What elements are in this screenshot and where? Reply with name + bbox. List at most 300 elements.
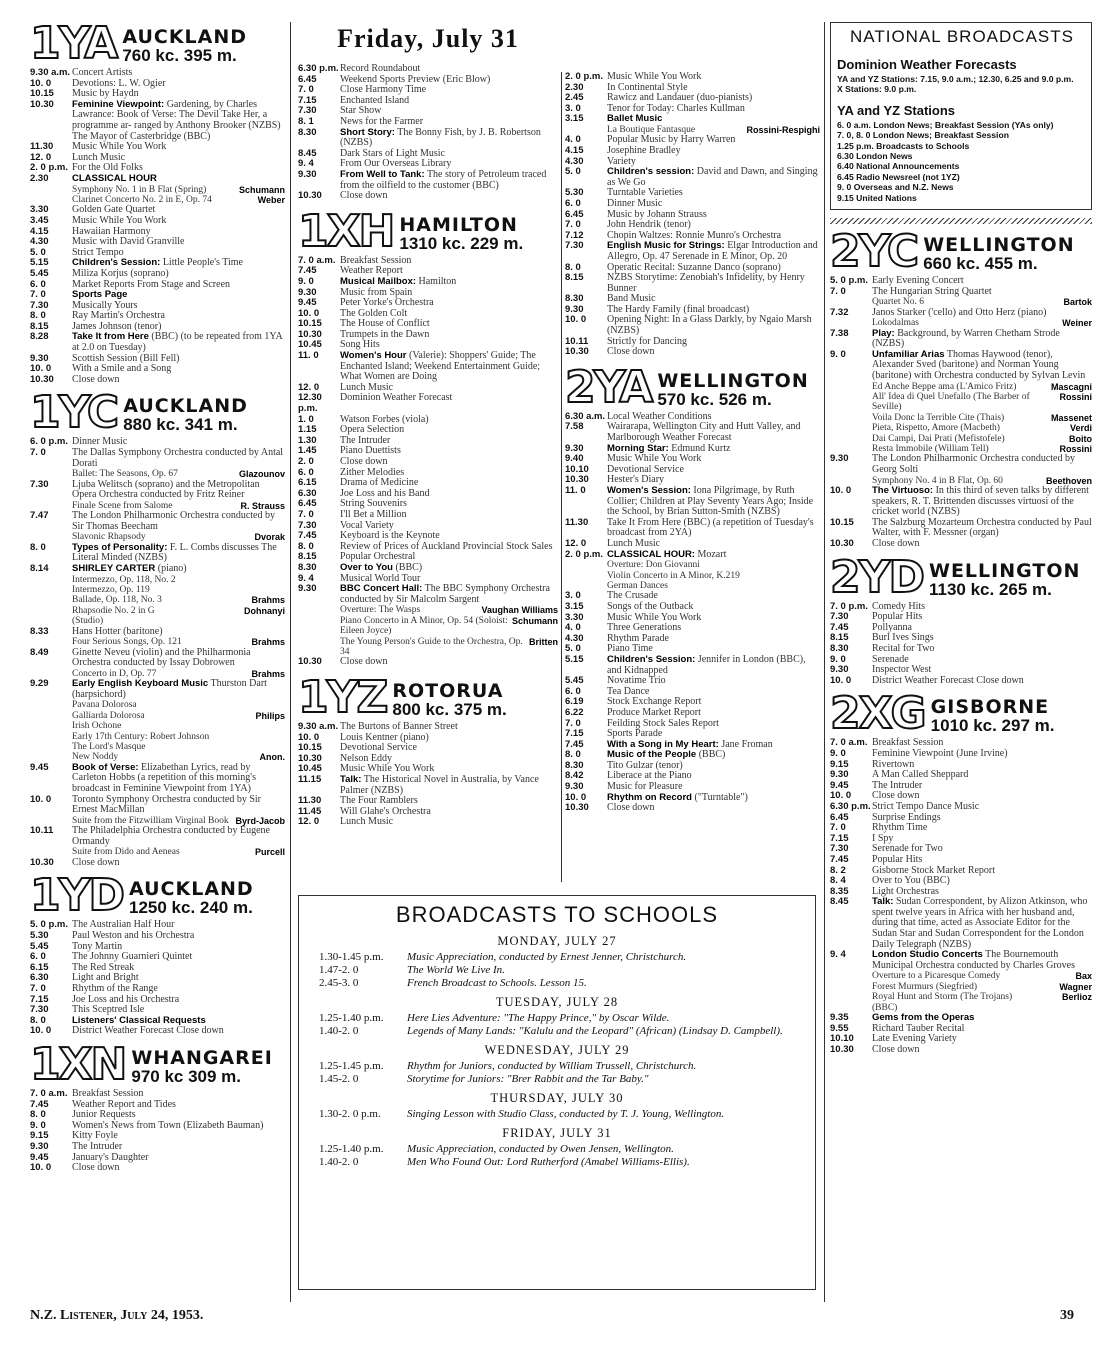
program-time: 10. 0 <box>30 77 52 89</box>
program-time: 5.30 <box>30 930 49 941</box>
program-desc: Weather Report <box>340 265 403 277</box>
program-desc: Close down <box>872 538 920 550</box>
program-desc: Tony Martin <box>72 940 123 952</box>
program-time: 9.40 <box>565 453 584 465</box>
station-info <box>131 1046 273 1086</box>
program-row <box>30 963 285 974</box>
program-desc: Junior Requests <box>72 1109 136 1121</box>
program-desc: Band Music <box>607 293 656 305</box>
program-row <box>30 142 285 153</box>
program-row <box>565 146 820 157</box>
program-time: 2.45 <box>565 92 584 104</box>
program-desc: String Souvenirs <box>340 498 407 510</box>
program-time: 6. 0 <box>298 466 314 478</box>
program-time: 11.30 <box>565 516 589 528</box>
school-text: Music Appreciation, conducted by Owen Jensen, Wellington. <box>407 1143 674 1155</box>
program-title: Book of Verse: <box>72 761 139 773</box>
national-time: 6.30 <box>837 151 854 162</box>
program-row <box>30 995 285 1006</box>
station-name: HAMILTON <box>399 213 518 236</box>
composer: Weiner <box>1062 318 1092 329</box>
national-text: Radio Newsreel (not 1YZ) <box>856 171 960 182</box>
national-time: 7. 0, 8. 0 <box>837 130 871 141</box>
weather-line-1: YA and YZ Stations: 7.15, 9.0 a.m.; 12.30, 6.25 and 9.0 p.m. <box>837 74 1074 84</box>
program-title: Take It from Here <box>72 331 149 343</box>
program-row <box>298 563 558 574</box>
station-callsign: 1YC <box>30 387 118 439</box>
program-desc: Comedy Hits <box>872 600 926 612</box>
program-row <box>298 415 558 426</box>
program-time: 8.15 <box>830 632 849 644</box>
program-text <box>872 897 1092 950</box>
program-time: 7.15 <box>830 832 849 844</box>
program-time: 9.30 <box>298 168 317 180</box>
program-desc: Paul Weston and his Orchestra <box>72 930 195 941</box>
program-desc: Tito Gulzar (tenor) <box>607 759 683 771</box>
program-time: 10.30 <box>830 1043 854 1055</box>
program-row <box>30 931 285 942</box>
program-detail <box>830 392 1092 413</box>
program-desc: The House of Conflict <box>340 318 430 330</box>
national-item <box>837 193 1087 203</box>
program-row <box>565 454 820 465</box>
program-desc: Gardening, by Charles Lawrance: Book of Verse: The Devil Take Her, a programme ar- ranged by Anthony Brooker (NZBS) The Mayor of Casterbridge (BBC) <box>72 98 281 142</box>
program-desc: Iona Pilgrimage, by Ruth Collier; Children at Play Seventy Years Ago; Inside the School, by Brian Sutton-Smith (NZBS) <box>607 485 814 518</box>
program-desc: Take It From Here (BBC) (a repetition of Tuesday's broadcast from 2YA) <box>607 516 814 539</box>
program-row <box>30 795 285 816</box>
national-item <box>837 182 1087 192</box>
program-desc: Lunch Music <box>72 151 126 163</box>
program-time: 9.45 <box>830 779 849 791</box>
composer: Dvorak <box>254 532 285 543</box>
program-time: 7.45 <box>830 621 849 633</box>
school-text: Men Who Found Out: Lord Rutherford (Amabel Williams-Ellis). <box>407 1156 690 1168</box>
program-row <box>565 167 820 188</box>
program-text <box>607 422 820 443</box>
program-desc: The Salzburg Mozarteum Orchestra conducted by Paul Walter, with F. Messner (organ) <box>872 516 1092 539</box>
detail-text: New Noddy <box>72 752 119 763</box>
national-item <box>837 130 1087 140</box>
detail-text: Suite from Dido and Aeneas <box>72 847 180 858</box>
school-item <box>319 1156 805 1169</box>
program-detail <box>298 637 558 658</box>
program-desc: Songs of the Outback <box>607 600 694 612</box>
program-row <box>30 100 285 142</box>
station-name: AUCKLAND <box>122 26 248 48</box>
column-2 <box>298 22 558 836</box>
program-title: Early English Keyboard Music <box>72 678 209 690</box>
program-text <box>72 448 285 469</box>
program-desc: Lunch Music <box>340 816 394 828</box>
program-desc: Thomas Haywood (tenor), Alexander Sved (baritone) and Norman Young (baritone) with Orchestra conducted by Sylvan Levin <box>872 348 1086 382</box>
program-desc: News for the Farmer <box>340 115 424 127</box>
program-time: 10. 0 <box>298 731 320 743</box>
program-row <box>830 676 1092 687</box>
program-time: 3.15 <box>565 600 584 612</box>
program-time: 6.45 <box>298 498 317 510</box>
program-desc: Elgar Introduction and Allegro, Op. 47 Serenade in E Minor, Op. 20 <box>607 240 818 262</box>
program-detail <box>830 413 1092 423</box>
program-time: 10.45 <box>298 763 322 775</box>
program-time: 10.30 <box>565 802 589 814</box>
program-detail <box>30 711 285 721</box>
station-name: WELLINGTON <box>929 559 1081 582</box>
program-time: 3.45 <box>30 214 49 226</box>
program-desc: (BBC) <box>698 749 726 761</box>
program-desc: Peter Yorke's Orchestra <box>340 297 434 309</box>
program-desc: Burl Ives Sings <box>872 632 934 644</box>
program-time: 11.45 <box>298 805 322 817</box>
program-time: 10. 0 <box>830 790 852 802</box>
school-time: 1.47-2. 0 <box>319 964 359 976</box>
program-time: 7.15 <box>298 94 317 106</box>
program-time: 3.15 <box>565 113 584 125</box>
program-desc: Music for Pleasure <box>607 781 683 793</box>
program-row <box>565 114 820 125</box>
national-time: 9.15 <box>837 192 854 203</box>
program-time: 9.35 <box>830 1012 849 1024</box>
composer: Weber <box>257 194 285 205</box>
detail-text: La Boutique Fantasque <box>607 124 696 135</box>
program-row <box>830 950 1092 971</box>
detail-text: Voila Donc la Terrible Cite (Thais) <box>872 412 1005 423</box>
program-time: 10. 0 <box>30 793 52 805</box>
program-desc: (Valerie): Shoppers' Guide; The Enchanted Island; Weekend Entertainment Guide; What Women are Doing <box>340 350 541 383</box>
program-time: 3.30 <box>30 204 49 216</box>
program-time: 8.14 <box>30 563 49 574</box>
program-time: 9.30 <box>30 352 49 364</box>
program-desc: Lunch Music <box>607 537 661 549</box>
yayz-heading: YA and YZ Stations <box>837 102 955 118</box>
program-time: 8. 0 <box>30 1109 46 1121</box>
program-time: 9. 0 <box>298 275 314 287</box>
program-row <box>30 858 285 869</box>
school-time: 1.30-1.45 p.m. <box>319 951 384 963</box>
program-detail <box>298 616 558 637</box>
program-time: 3. 0 <box>565 590 581 602</box>
program-title: Listeners' Classical Requests <box>72 1014 206 1026</box>
program-desc: Devotional Service <box>607 463 684 475</box>
spacer <box>298 828 558 836</box>
program-time: 6.30 <box>298 487 317 499</box>
program-row <box>298 128 558 149</box>
national-text: Overseas and N.Z. News <box>853 182 954 193</box>
program-row <box>298 191 558 202</box>
program-text <box>72 795 285 816</box>
program-time: 6.19 <box>565 696 584 708</box>
national-text: Broadcasts to Schools <box>876 140 970 151</box>
program-row <box>30 1163 285 1174</box>
program-text <box>607 167 820 188</box>
program-row <box>30 564 285 575</box>
composer: Brahms <box>251 637 285 648</box>
program-row <box>30 627 285 638</box>
program-text <box>607 803 820 814</box>
program-detail <box>298 605 558 615</box>
program-desc: Local Weather Conditions <box>607 410 712 422</box>
program-time: 10.15 <box>830 516 854 528</box>
program-row <box>565 676 820 687</box>
school-text: Singing Lesson with Studio Class, conducted by T. J. Young, Wellington. <box>407 1108 725 1120</box>
program-desc: Serenade for Two <box>872 843 943 855</box>
program-row <box>298 170 558 191</box>
program-desc: Mozart <box>697 548 727 560</box>
program-time: 5. 0 <box>30 246 46 258</box>
program-desc: Drama of Medicine <box>340 477 419 489</box>
school-day: FRIDAY, JULY 31 <box>502 1126 612 1140</box>
column-3 <box>565 72 820 822</box>
program-time: 10.30 <box>298 752 322 764</box>
detail-text: Quartet No. 6 <box>872 297 924 308</box>
program-desc: Breakfast Session <box>72 1087 144 1099</box>
program-time: 4. 0 <box>565 134 581 146</box>
program-row <box>30 237 285 248</box>
program-desc: Weekend Sports Preview (Eric Blow) <box>340 73 491 85</box>
program-time: 7.45 <box>298 265 317 277</box>
program-time: 7. 0 <box>565 219 581 231</box>
program-desc: Review of Prices of Auckland Provincial Stock Sales <box>340 540 553 552</box>
program-text <box>72 511 285 532</box>
page-number: 39 <box>1060 1308 1074 1323</box>
program-desc: ("Turntable") <box>694 791 748 803</box>
national-time: 6.45 <box>837 171 854 182</box>
detail-text: Four Serious Songs, Op. 121 <box>72 637 182 648</box>
program-title: CLASSICAL HOUR <box>72 172 157 184</box>
program-desc: Music While You Work <box>72 141 167 153</box>
program-text <box>72 763 285 795</box>
detail-text: German Dances <box>607 580 668 591</box>
program-time: 12. 0 <box>565 537 587 549</box>
program-row <box>565 634 820 645</box>
national-text: London News <box>856 151 913 162</box>
program-title: Talk: <box>340 773 362 785</box>
program-text <box>872 486 1092 518</box>
program-desc: The Burtons of Banner Street <box>340 720 458 732</box>
program-time: 9.55 <box>830 1022 849 1034</box>
program-row <box>565 72 820 83</box>
program-time: 10.10 <box>565 463 589 475</box>
school-item <box>319 964 805 977</box>
program-time: 6.15 <box>298 477 317 489</box>
program-desc: With a Smile and a Song <box>72 363 172 375</box>
program-desc: Light Orchestras <box>872 885 939 897</box>
program-desc: Strict Tempo <box>72 246 124 258</box>
program-desc: Little People's Time <box>162 257 243 269</box>
school-item <box>319 951 805 964</box>
program-row <box>298 425 558 436</box>
program-title: Women's Session: <box>607 485 691 496</box>
program-desc: District Weather Forecast Close down <box>72 1025 224 1037</box>
program-desc: Ljuba Welitsch (soprano) and the Metropolitan Opera Orchestra conducted by Fritz Reiner <box>72 478 260 501</box>
program-time: 6. 0 <box>30 278 46 290</box>
program-row <box>298 510 558 521</box>
program-row <box>298 277 558 288</box>
program-time: 7. 0 <box>830 285 846 297</box>
program-detail <box>830 382 1092 392</box>
program-desc: Keyboard is the Keynote <box>340 530 440 542</box>
composer: Purcell <box>254 847 285 858</box>
program-row <box>565 803 820 814</box>
program-desc: Weather Report and Tides <box>72 1098 176 1110</box>
program-time: 7. 0 <box>30 289 46 301</box>
program-time: 7.45 <box>30 1098 49 1110</box>
program-row <box>830 749 1092 760</box>
station-header <box>30 22 285 69</box>
program-desc: A Man Called Sheppard <box>872 769 969 781</box>
program-text <box>72 480 285 501</box>
program-desc: Devotions: L. W. Ogier <box>72 77 166 89</box>
program-desc: Music While You Work <box>607 72 702 82</box>
program-time: 6.30 p.m. <box>830 800 871 812</box>
detail-text: Pavana Dolorosa <box>72 700 137 711</box>
program-time: 10.11 <box>565 335 589 347</box>
program-text <box>872 350 1092 382</box>
program-time: 1.30 <box>298 434 317 446</box>
national-time: 6. 0 <box>837 119 852 130</box>
program-desc: The Golden Colt <box>340 307 408 319</box>
program-time: 5.45 <box>30 940 49 952</box>
program-text <box>340 393 558 414</box>
program-desc: Stock Exchange Report <box>607 696 702 708</box>
program-row <box>830 486 1092 518</box>
program-time: 9. 4 <box>830 949 846 961</box>
program-text <box>340 351 558 383</box>
program-desc: The story of Petroleum traced from the oilfield to the customer (BBC) <box>340 168 547 191</box>
program-text <box>607 347 820 358</box>
program-row <box>298 330 558 341</box>
program-row <box>830 802 1092 813</box>
program-time: 8. 0 <box>30 1014 46 1026</box>
station-callsign: 1XN <box>30 1038 126 1090</box>
program-row <box>30 216 285 227</box>
program-time: 6.30 p.m. <box>298 63 339 74</box>
program-desc: Over to You (BBC) <box>872 875 950 887</box>
program-title: Over to You <box>340 561 393 573</box>
program-time: 6. 0 p.m. <box>30 436 69 448</box>
program-row <box>565 550 820 561</box>
program-desc: Ginette Neveu (violin) and the Philharmonia Orchestra conducted by Issay Dobrowen <box>72 646 251 669</box>
composer: Glazounov <box>238 469 285 480</box>
program-time: 9.30 <box>30 1140 49 1152</box>
program-title: Types of Personality: <box>72 541 168 553</box>
composer: Wagner <box>1059 981 1092 992</box>
program-time: 11. 0 <box>298 350 319 362</box>
program-desc: Enchanted Island <box>340 94 410 106</box>
program-row <box>565 465 820 476</box>
program-row <box>298 85 558 96</box>
composer: R. Strauss <box>240 500 285 511</box>
detail-text: All' Idea di Quel Unefallo (The Barber of Seville) <box>872 392 1030 413</box>
program-desc: Popular Music by Harry Warren <box>607 134 736 146</box>
program-desc: Song Hits <box>340 339 380 351</box>
program-desc: Hamilton <box>418 275 457 287</box>
program-detail <box>565 560 820 570</box>
program-time: 10. 0 <box>830 674 852 686</box>
program-desc: Market Reports From Stage and Screen <box>72 278 231 290</box>
spacer <box>30 1174 285 1180</box>
composer: Schumann <box>238 184 285 195</box>
program-time: 9.30 a.m. <box>298 720 339 732</box>
program-time: 7.45 <box>565 738 584 750</box>
program-time: 2. 0 p.m. <box>30 162 69 174</box>
school-day: MONDAY, JULY 27 <box>497 934 617 948</box>
program-time: 10. 0 <box>565 314 587 326</box>
program-text <box>872 329 1092 350</box>
station-info <box>122 28 247 64</box>
program-desc: F. L. Combs discusses The Literal Minded (NZBS) <box>72 541 277 564</box>
program-row <box>30 290 285 301</box>
program-text <box>72 1026 285 1037</box>
program-row <box>830 308 1092 319</box>
program-title: Children's session: <box>607 166 695 178</box>
station-frequency: 1310 kc. 229 m. <box>399 233 524 253</box>
program-time: 10. 0 <box>830 485 852 497</box>
schools-days <box>309 934 805 1169</box>
program-time: 3. 0 <box>565 102 581 114</box>
program-time: 9.15 <box>830 758 849 770</box>
program-desc: Close down <box>607 802 655 814</box>
schools-title: BROADCASTS TO SCHOOLS <box>395 902 719 927</box>
program-row <box>298 775 558 796</box>
program-desc: Sudan Correspondent, by Alizon Atkinson, who spent twelve years in Africa with her husband and, during that time, acted as Associate Editor for the Sudan Star and Sudan Correspondent for the London Daily Telegraph (NZBS) <box>872 896 1088 950</box>
program-detail <box>30 595 285 605</box>
program-time: 7. 0 p.m. <box>830 600 869 612</box>
station-header <box>298 205 558 257</box>
detail-text: Overture: The Wasps <box>340 605 421 616</box>
program-desc: Jane Froman <box>721 738 773 750</box>
program-desc: January's Daughter <box>72 1151 149 1163</box>
program-time: 8. 0 <box>565 261 581 273</box>
program-time: 8. 1 <box>298 115 314 127</box>
program-title: Unfamiliar Arias <box>872 348 945 360</box>
program-desc: Surprise Endings <box>872 811 941 823</box>
program-row <box>298 96 558 107</box>
program-time: 10.15 <box>298 742 322 754</box>
program-detail <box>30 606 285 616</box>
program-desc: Nelson Eddy <box>340 752 392 764</box>
program-time: 7. 0 <box>30 982 46 994</box>
national-broadcasts-box <box>830 22 1092 210</box>
program-time: 7. 0 a.m. <box>298 254 336 266</box>
program-desc: The Intruder <box>872 779 923 791</box>
program-desc: Variety <box>607 155 636 167</box>
program-desc: Music by Haydn <box>72 88 139 100</box>
program-time: 8.35 <box>830 885 849 897</box>
program-row <box>298 446 558 457</box>
divider <box>830 218 1092 224</box>
program-time: 6.30 <box>30 972 49 984</box>
program-time: 7. 0 <box>565 717 581 729</box>
program-text <box>340 657 558 668</box>
program-desc: Rhythm Parade <box>607 632 669 644</box>
program-row <box>30 448 285 469</box>
program-row <box>565 337 820 348</box>
program-desc: For the Old Folks <box>72 162 143 174</box>
program-desc: Three Generations <box>607 622 682 634</box>
program-time: 1. 0 <box>298 413 314 425</box>
program-desc: The Hungarian String Quartet <box>872 285 992 297</box>
station-name: AUCKLAND <box>123 395 248 418</box>
program-time: 10.10 <box>830 1033 854 1045</box>
program-row <box>830 844 1092 855</box>
program-time: 7.58 <box>565 421 584 433</box>
detail-text: Ed Anche Beppe ama (L'Amico Fritz) <box>872 381 1017 392</box>
program-time: 2. 0 p.m. <box>565 548 604 560</box>
composer: Britten <box>529 636 558 647</box>
station-name: ROTORUA <box>392 679 504 702</box>
program-row <box>298 256 558 267</box>
program-desc: Early Evening Concert <box>872 275 964 287</box>
